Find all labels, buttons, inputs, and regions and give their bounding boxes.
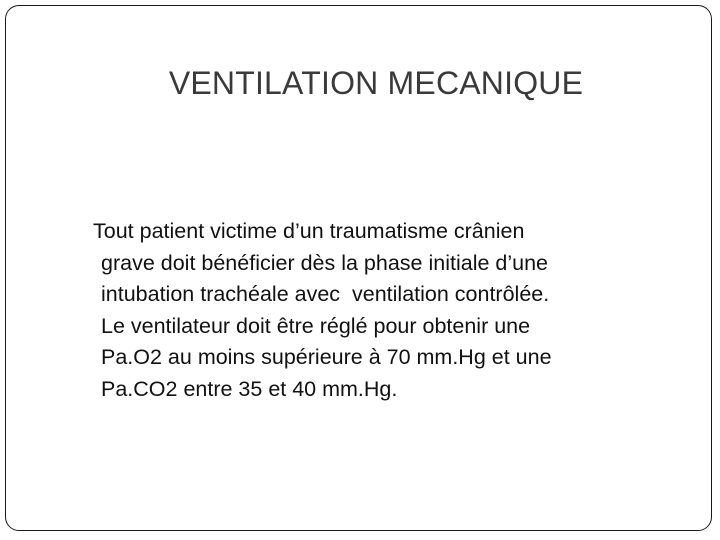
body-line: grave doit bénéficier dès la phase initiale d’une <box>101 250 549 275</box>
slide-title: VENTILATION MECANIQUE <box>168 65 584 101</box>
body-line: Le ventilateur doit être réglé pour obtenir une <box>101 313 531 338</box>
body-line: Pa.CO2 entre 35 et 40 mm.Hg. <box>101 376 398 401</box>
body-line: Pa.O2 au moins supérieure à 70 mm.Hg et une <box>101 345 552 369</box>
body-line: intubation trachéale avec ventilation contrôlée. <box>101 282 550 306</box>
slide-body-text <box>93 216 673 405</box>
body-line: Tout patient victime d’un traumatisme crânien <box>93 219 525 243</box>
